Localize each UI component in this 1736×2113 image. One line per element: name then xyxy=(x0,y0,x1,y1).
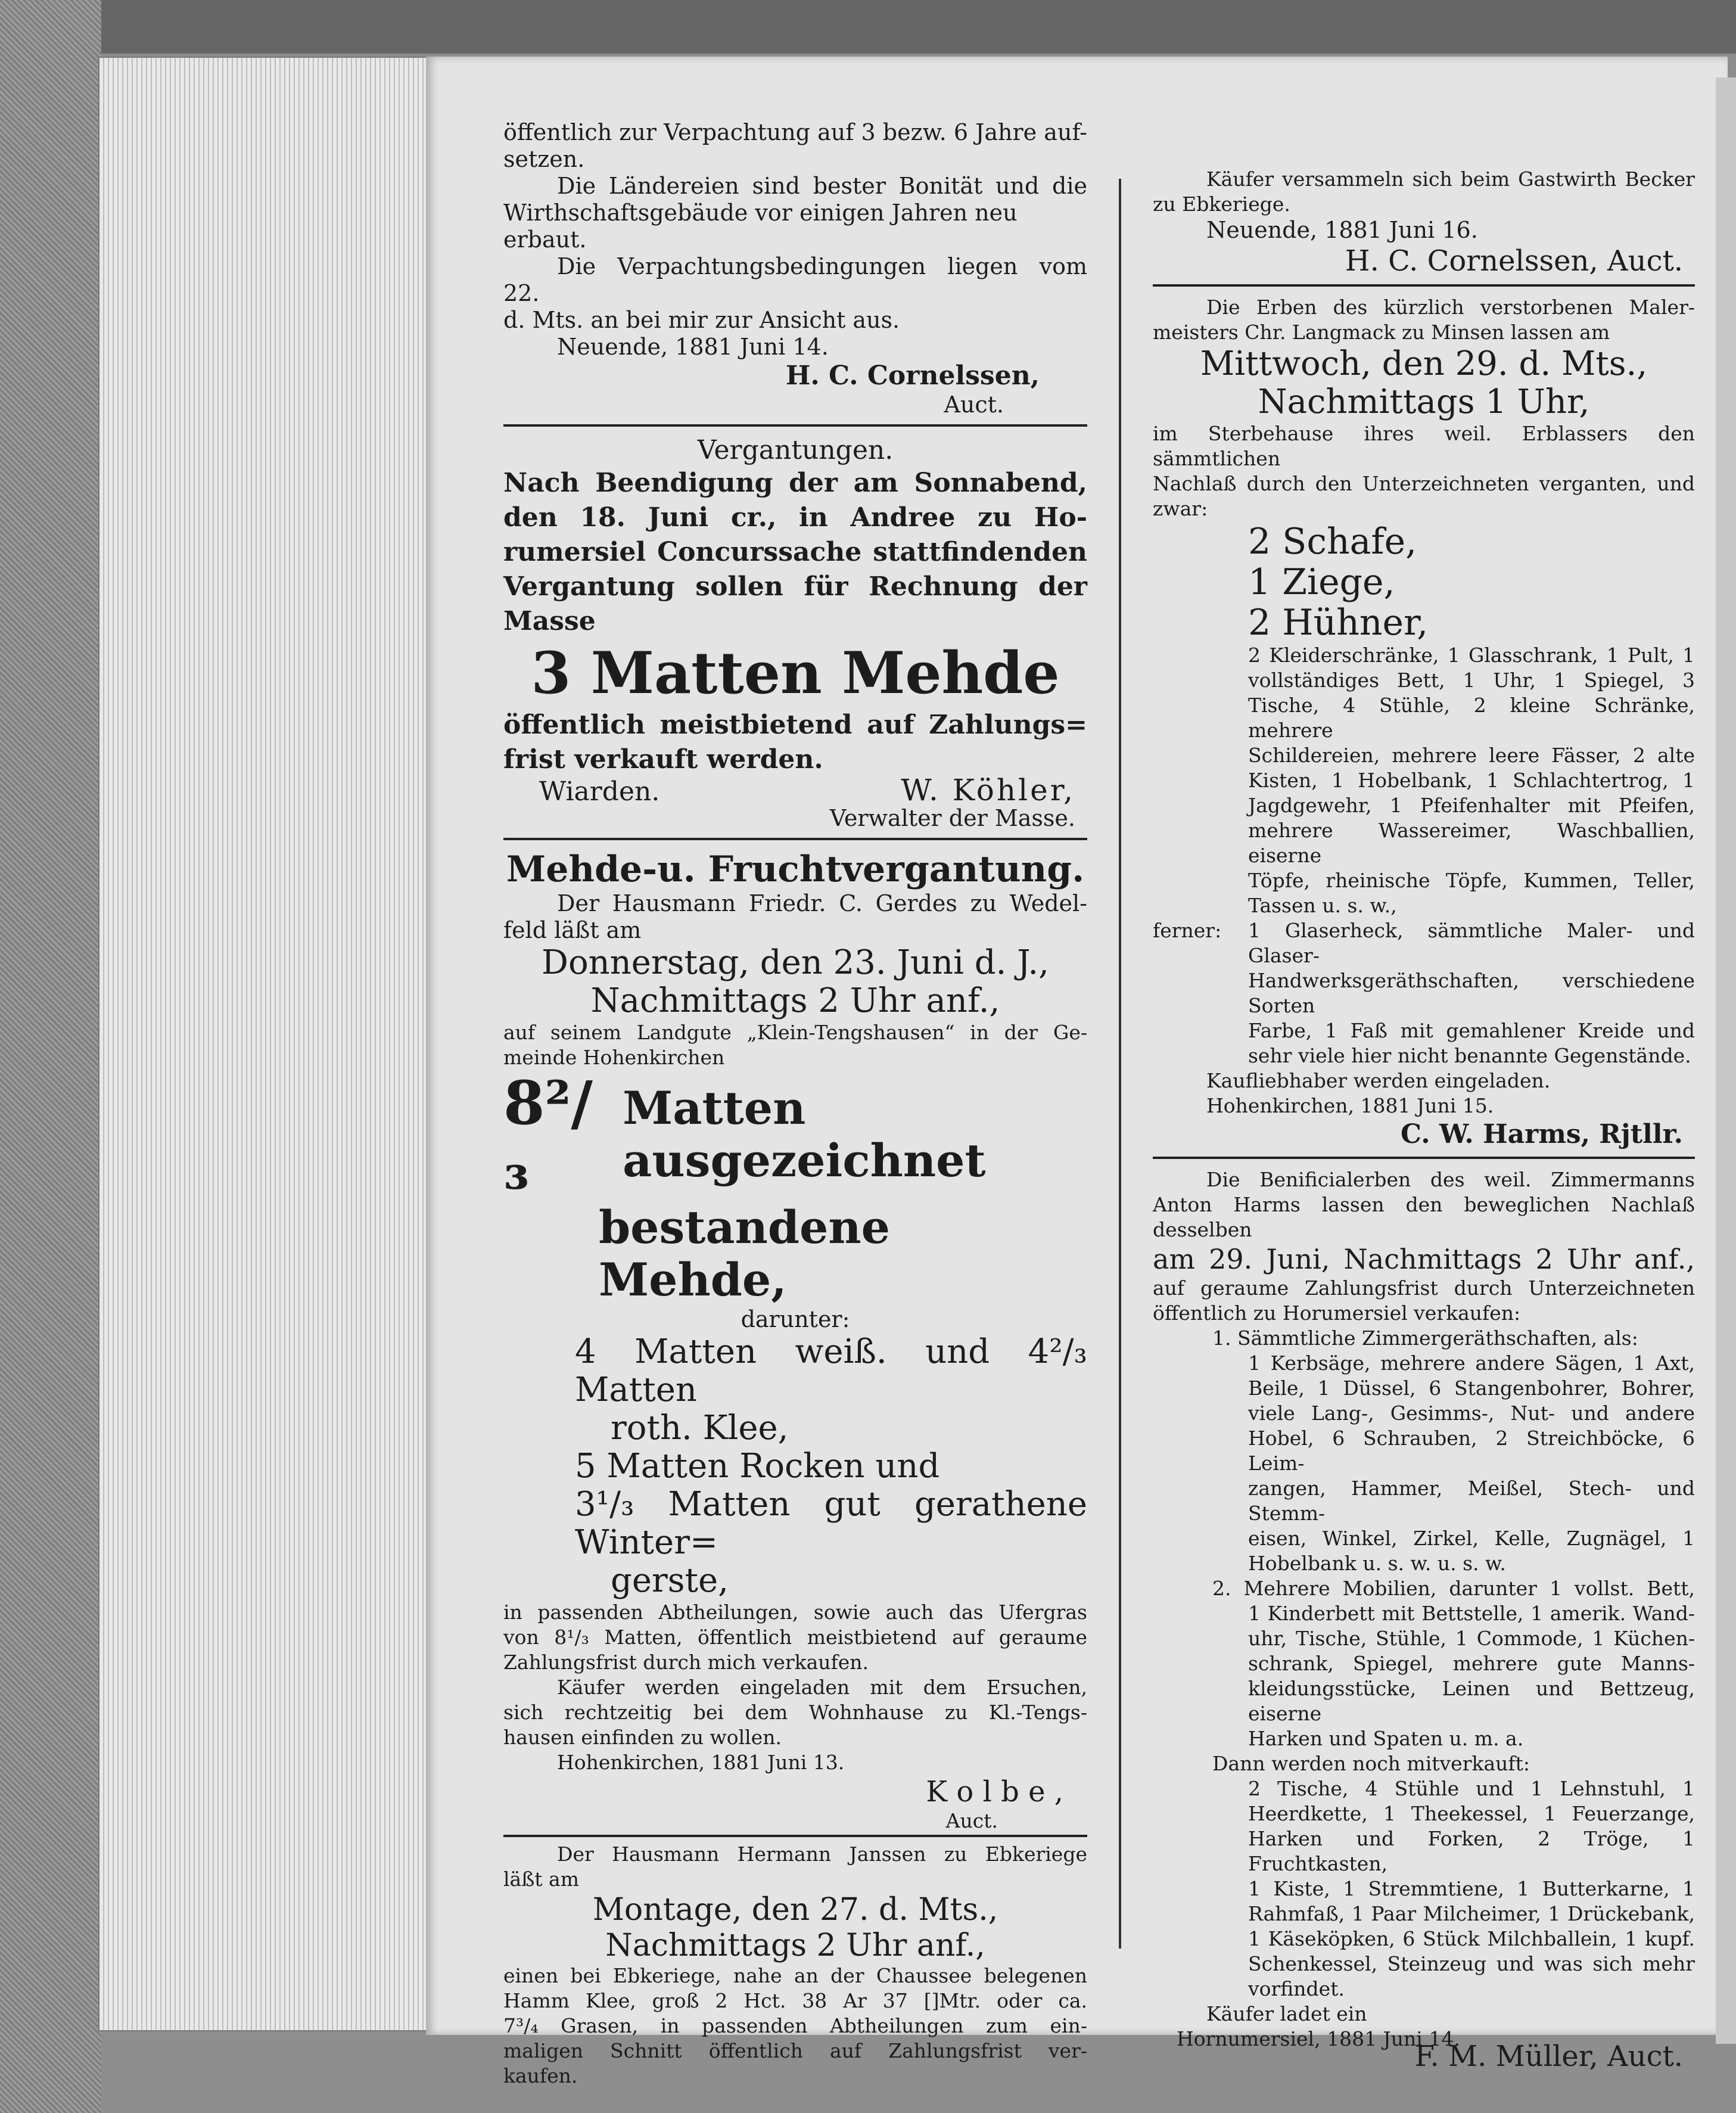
notice-langmack-nachlass xyxy=(1153,295,1695,1151)
list-item: Hobelbank u. s. w. u. s. w. xyxy=(1248,1552,1506,1575)
signature: H. C. Cornelssen, xyxy=(785,361,1040,391)
list-item: 5 Matten Rocken und xyxy=(575,1447,940,1486)
text-line: Die Ländereien sind bester Bonität und die xyxy=(557,173,1087,199)
list-item: Beile, 1 Düssel, 6 Stangenbohrer, Bohrer, xyxy=(1248,1376,1695,1400)
list-item: Handwerksgeräthschaften, verschiedene Sorten xyxy=(1248,969,1695,1017)
text-line: Der Hausmann Friedr. C. Gerdes zu Wedel- xyxy=(557,890,1087,916)
list-item: uhr, Tische, Stühle, 1 Commode, 1 Küchen- xyxy=(1248,1627,1695,1650)
place-date: Neuende, 1881 Juni 16. xyxy=(1206,217,1478,243)
bold-line: Masse xyxy=(503,606,596,636)
text-line: von 8¹/₃ Matten, öffentlich meistbietend auf geraume xyxy=(503,1626,1087,1649)
notice-mehde-fruchtvergantung xyxy=(503,849,1087,1834)
place-date: Hohenkirchen, 1881 Juni 13. xyxy=(557,1751,845,1774)
list-item: Schildereien, mehrere leere Fässer, 2 alte xyxy=(1248,744,1695,767)
list-item: 1 Kerbsäge, mehrere andere Sägen, 1 Axt, xyxy=(1248,1351,1695,1375)
text-line: im Sterbehause ihres weil. Erblassers den sämmtlichen xyxy=(1153,422,1695,470)
signature-row xyxy=(503,773,1087,807)
signature-title: Auct. xyxy=(945,1809,998,1832)
main-title: bestandene Mehde, xyxy=(599,1201,890,1306)
ferner-items xyxy=(1248,918,1695,1068)
notice-heading: Vergantungen. xyxy=(697,435,894,465)
list-item: roth. Klee, xyxy=(611,1409,789,1447)
list-item: eisen, Winkel, Zirkel, Kelle, Zugnägel, 1 xyxy=(1248,1527,1695,1550)
big-title: 3 Matten Mehde xyxy=(531,639,1060,707)
list-item: Jagdgewehr, 1 Pfeifenhalter mit Pfeifen, xyxy=(1248,794,1695,817)
list-item: Hobel, 6 Schrauben, 2 Streichböcke, 6 Leim- xyxy=(1248,1427,1695,1475)
text-line: setzen. xyxy=(503,146,585,172)
list-item: schrank, Spiegel, mehrere gute Manns- xyxy=(1248,1652,1695,1675)
list-item: Heerdkette, 1 Theekessel, 1 Feuerzange, xyxy=(1248,1802,1695,1825)
place-date: Hornumersiel, 1881 Juni 14. xyxy=(1177,2027,1460,2050)
left-column xyxy=(503,119,1087,2089)
list-item: 2 Schafe, xyxy=(1248,521,1417,563)
main-title: Matten ausgezeichnet xyxy=(623,1082,986,1187)
signature: K o l b e , xyxy=(926,1775,1063,1809)
place: Wiarden. xyxy=(539,776,660,807)
list-item: 1 Käseköpken, 6 Stück Milchballein, 1 kupf. xyxy=(1248,1927,1695,1950)
right-column xyxy=(1153,167,1695,2073)
list-item: Tische, 4 Stühle, 2 kleine Schränke, mehrere xyxy=(1248,694,1695,742)
text-line: läßt am xyxy=(503,1867,579,1891)
signature: W. Köhler, xyxy=(901,773,1075,807)
list-item: 3¹/₃ Matten gut gerathene Winter= xyxy=(575,1485,1087,1562)
text-line: in passenden Abtheilungen, sowie auch das Ufergras xyxy=(503,1601,1087,1624)
bold-line: Nach Beendigung der am Sonnabend, xyxy=(503,468,1087,498)
text-line: öffentlich zu Horumersiel verkaufen: xyxy=(1153,1301,1521,1325)
text-line: Anton Harms lassen den beweglichen Nachlaß desselben xyxy=(1153,1193,1695,1241)
text-line: feld läßt am xyxy=(503,917,642,943)
text-line: Der Hausmann Hermann Janssen zu Ebkeriege xyxy=(557,1842,1087,1866)
scan-background-left xyxy=(0,0,101,2113)
text-line: Die Benificialerben des weil. Zimmermanns xyxy=(1206,1168,1695,1191)
text-line: 7³/₄ Grasen, in passenden Abtheilungen zum ein- xyxy=(503,2014,1087,2037)
text-line: Käufer werden eingeladen mit dem Ersuchen, xyxy=(557,1676,1087,1699)
book-page-edges xyxy=(98,57,434,2031)
notice-verpachtung xyxy=(503,119,1087,418)
section-rule xyxy=(1153,284,1695,287)
list-item: kleidungsstücke, Leinen und Bettzeug, eiserne xyxy=(1248,1677,1695,1725)
household-list xyxy=(1153,643,1695,918)
bold-line: öffentlich meistbietend auf Zahlungs= xyxy=(503,710,1087,740)
bold-line: den 18. Juni cr., in Andree zu Ho- xyxy=(503,502,1087,533)
section-rule xyxy=(1153,1157,1695,1159)
additional-items-list xyxy=(1153,1776,1695,2002)
text-line: Kaufliebhaber werden eingeladen. xyxy=(1206,1069,1551,1092)
section-rule xyxy=(503,838,1087,840)
date-line: Donnerstag, den 23. Juni d. J., xyxy=(542,943,1049,982)
text-line: Die Erben des kürzlich verstorbenen Maler- xyxy=(1206,296,1695,319)
time-line: Nachmittags 2 Uhr anf., xyxy=(605,1928,985,1963)
signature-title: Verwalter der Masse. xyxy=(829,805,1075,831)
text-line: kaufen. xyxy=(503,2064,578,2087)
list-item: Farbe, 1 Faß mit gemahlener Kreide und xyxy=(1248,1019,1695,1042)
list-item: Kisten, 1 Hobelbank, 1 Schlachtertrog, 1 xyxy=(1248,769,1695,792)
bold-line: Vergantung sollen für Rechnung der xyxy=(503,571,1087,602)
bold-line: frist verkauft werden. xyxy=(503,744,823,775)
list-item: 2 Kleiderschränke, 1 Glasschrank, 1 Pult, 1 xyxy=(1248,644,1695,667)
text-line: sich rechtzeitig bei dem Wohnhause zu Kl.-Tengs- xyxy=(503,1701,1087,1724)
fraction-number: 8²/₃ xyxy=(503,1068,593,1204)
ferner-label: ferner: xyxy=(1153,919,1222,942)
list-item: Schenkessel, Steinzeug und was sich mehr xyxy=(1248,1952,1695,1975)
list-item: viele Lang-, Gesimms-, Nut- und andere xyxy=(1248,1402,1695,1425)
notice-kaeufer-versammeln xyxy=(1153,167,1695,278)
text-line: maligen Schnitt öffentlich auf Zahlungsfrist ver- xyxy=(503,2039,1087,2062)
date-line: am 29. Juni, Nachmittags 2 Uhr anf., xyxy=(1153,1243,1695,1275)
text-line: öffentlich zur Verpachtung auf 3 bezw. 6 Jahre auf- xyxy=(503,119,1087,145)
signature: F. M. Müller, Auct. xyxy=(1414,2040,1683,2073)
text-line: Zahlungsfrist durch mich verkaufen. xyxy=(503,1651,869,1674)
list-item: Harken und Spaten u. m. a. xyxy=(1248,1727,1524,1750)
text-line: Nachlaß durch den Unterzeichneten verganten, und xyxy=(1153,472,1695,495)
text-line: zwar: xyxy=(1153,497,1208,520)
book-right-edge xyxy=(1716,77,1736,2044)
list-item: 1 Ziege, xyxy=(1248,561,1395,603)
text-line: Käufer versammeln sich beim Gastwirth Becker xyxy=(1206,167,1695,191)
text-line: Wirthschaftsgebäude vor einigen Jahren neu erbaut. xyxy=(503,200,1018,253)
list-item: Rahmfaß, 1 Paar Milcheimer, 1 Drückebank, xyxy=(1248,1902,1695,1925)
text-line: zu Ebkeriege. xyxy=(1153,192,1290,216)
date-line: Montage, den 27. d. Mts., xyxy=(592,1892,998,1928)
text-line: Hamm Klee, groß 2 Hct. 38 Ar 37 []Mtr. oder ca. xyxy=(503,1989,1087,2012)
text-line: meisters Chr. Langmack zu Minsen lassen am xyxy=(1153,321,1610,344)
text-line: auf seinem Landgute „Klein-Tengshausen“ in der Ge- xyxy=(503,1021,1087,1044)
list-item: gerste, xyxy=(611,1561,729,1600)
text-line: Käufer ladet ein xyxy=(1206,2002,1367,2025)
text-line: hausen einfinden zu wollen. xyxy=(503,1726,782,1749)
notice-harms-nachlass xyxy=(1153,1167,1695,2073)
signature-title: Auct. xyxy=(944,391,1004,418)
scan-background-top xyxy=(0,0,1736,54)
list-item: Töpfe, rheinische Töpfe, Kummen, Teller, xyxy=(1248,869,1695,892)
list-item: 1 Kiste, 1 Stremmtiene, 1 Butterkarne, 1 xyxy=(1248,1877,1695,1900)
list-item: mehrere Wassereimer, Waschballien, eiserne xyxy=(1248,819,1695,867)
list-item: 4 Matten weiß. und 4²/₃ Matten xyxy=(575,1332,1087,1409)
place-date: Neuende, 1881 Juni 14. xyxy=(557,334,829,360)
tools-list xyxy=(1153,1351,1695,1576)
time-line: Nachmittags 1 Uhr, xyxy=(1258,383,1590,421)
item-label: Dann werden noch mitverkauft: xyxy=(1212,1752,1530,1775)
list-item: 2 Hühner, xyxy=(1248,602,1429,644)
place-date: Hohenkirchen, 1881 Juni 15. xyxy=(1206,1094,1494,1117)
item-label: 2. Mehrere Mobilien, darunter 1 vollst. Bett, xyxy=(1212,1577,1695,1600)
notice-vergantungen xyxy=(503,435,1087,832)
text-line: einen bei Ebkeriege, nahe an der Chaussee belegenen xyxy=(503,1964,1087,1987)
list-item: vorfindet. xyxy=(1248,1977,1345,2000)
list-item: 1 Kinderbett mit Bettstelle, 1 amerik. Wand- xyxy=(1248,1602,1695,1625)
date-line: Mittwoch, den 29. d. Mts., xyxy=(1200,344,1648,383)
list-item: Harken und Forken, 2 Tröge, 1 Fruchtkasten, xyxy=(1248,1827,1695,1875)
signature: C. W. Harms, Rjtllr. xyxy=(1400,1119,1683,1149)
section-rule xyxy=(503,1835,1087,1837)
furniture-list xyxy=(1153,1601,1695,1751)
text-line: meinde Hohenkirchen xyxy=(503,1046,725,1069)
text-line: darunter: xyxy=(741,1306,850,1332)
notice-heading: Mehde-u. Fruchtvergantung. xyxy=(506,849,1085,890)
text-line: Die Verpachtungsbedingungen liegen vom 22. xyxy=(503,253,1087,306)
list-item: zangen, Hammer, Meißel, Stech- und Stemm- xyxy=(1248,1477,1695,1525)
signature: H. C. Cornelssen, Auct. xyxy=(1345,244,1683,278)
text-line: auf geraume Zahlungsfrist durch Unterzeichneten xyxy=(1153,1276,1695,1300)
main-title-row xyxy=(503,1068,1087,1204)
livestock-list xyxy=(1153,521,1695,643)
crop-list xyxy=(503,1333,1087,1600)
list-item: vollständiges Bett, 1 Uhr, 1 Spiegel, 3 xyxy=(1248,669,1695,692)
section-rule xyxy=(503,424,1087,427)
ferner-block xyxy=(1153,918,1695,1068)
list-item: 2 Tische, 4 Stühle und 1 Lehnstuhl, 1 xyxy=(1248,1777,1695,1800)
column-divider xyxy=(1119,179,1121,1949)
notice-janssen xyxy=(503,1842,1087,2089)
bold-line: rumersiel Concurssache stattfindenden xyxy=(503,537,1087,567)
list-item: sehr viele hier nicht benannte Gegenstände. xyxy=(1248,1044,1691,1067)
list-item: Tassen u. s. w., xyxy=(1248,894,1397,917)
item-label: 1. Sämmtliche Zimmergeräthschaften, als: xyxy=(1212,1326,1638,1350)
time-line: Nachmittags 2 Uhr anf., xyxy=(590,981,1000,1020)
list-item: 1 Glaserheck, sämmtliche Maler- und Glaser- xyxy=(1248,919,1695,967)
text-line: d. Mts. an bei mir zur Ansicht aus. xyxy=(503,307,900,333)
